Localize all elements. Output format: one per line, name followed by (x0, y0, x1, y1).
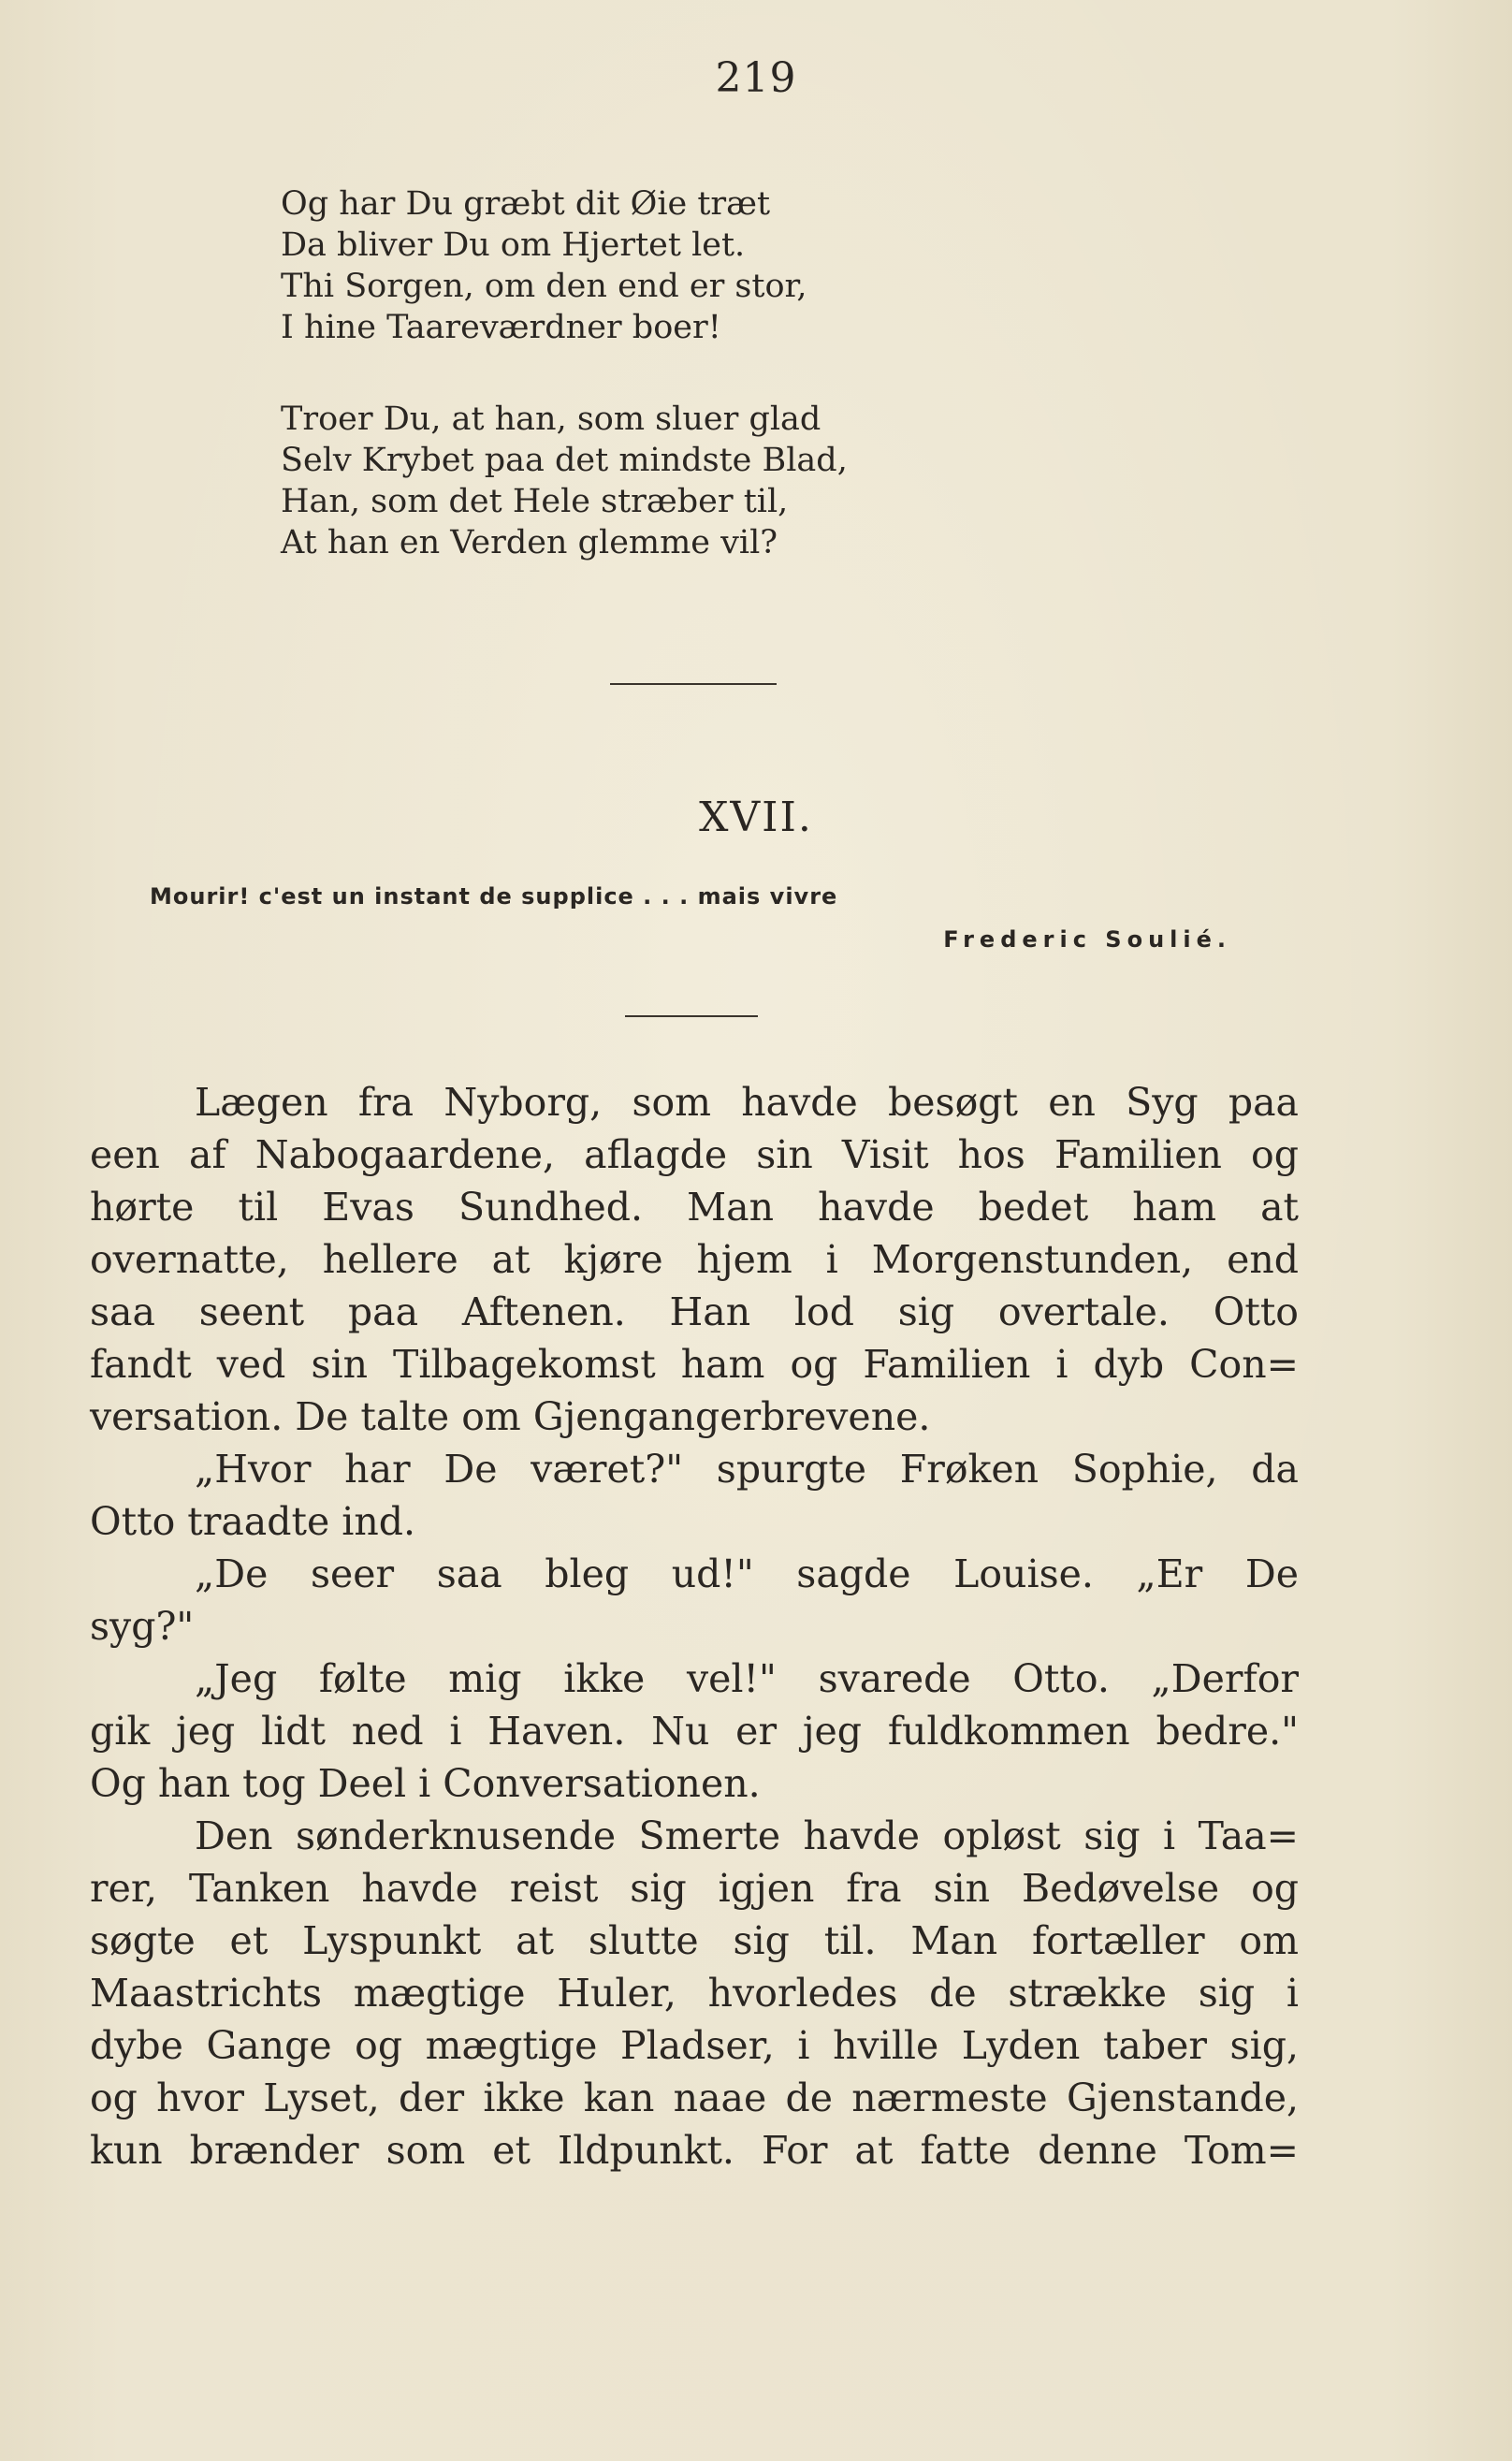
body-line: een af Nabogaardene, aflagde sin Visit hos Familien og (90, 1132, 1299, 1177)
poem-line: Troer Du, at han, som sluer glad (281, 400, 821, 438)
body-line: Maastrichts mægtige Huler, hvorledes de strække sig i (90, 1971, 1299, 2016)
body-line: fandt ved sin Tilbagekomst ham og Familien i dyb Con= (90, 1342, 1299, 1387)
body-line: søgte et Lyspunkt at slutte sig til. Man fortæller om (90, 1918, 1299, 1963)
poem-stanza-1 (281, 183, 1029, 348)
body-line: syg?" (90, 1604, 195, 1649)
body-line: „De seer saa bleg ud!" sagde Louise. „Er De (195, 1551, 1299, 1596)
body-line: overnatte, hellere at kjøre hjem i Morgenstunden, end (90, 1237, 1299, 1282)
body-line: Otto traadte ind. (90, 1499, 416, 1544)
poem-line: I hine Taareværdner boer! (281, 309, 721, 346)
poem-line: Selv Krybet paa det mindste Blad, (281, 442, 848, 479)
body-line: „Jeg følte mig ikke vel!" svarede Otto. „Derfor (195, 1656, 1299, 1701)
epigraph-author: Frederic Soulié. (943, 926, 1231, 953)
body-line: Lægen fra Nyborg, som havde besøgt en Syg paa (195, 1080, 1299, 1125)
chapter-body (90, 1076, 1299, 2177)
body-line: og hvor Lyset, der ikke kan naae de nærmeste Gjenstande, (90, 2075, 1299, 2120)
body-line: Og han tog Deel i Conversationen. (90, 1761, 761, 1806)
body-line: rer, Tanken havde reist sig igjen fra sin Bedøvelse og (90, 1866, 1299, 1911)
body-line: gik jeg lidt ned i Haven. Nu er jeg fuldkommen bedre." (90, 1709, 1299, 1754)
poem-line: At han en Verden glemme vil? (281, 524, 778, 561)
section-divider (610, 683, 777, 685)
poem-line: Thi Sorgen, om den end er stor, (281, 268, 807, 305)
body-line: versation. De talte om Gjengangerbrevene. (90, 1394, 931, 1439)
body-line: kun brænder som et Ildpunkt. For at fatte denne Tom= (90, 2128, 1299, 2173)
body-line: Den sønderknusende Smerte havde opløst sig i Taa= (195, 1813, 1299, 1858)
page-number: 219 (715, 54, 797, 102)
body-line: hørte til Evas Sundhed. Man havde bedet ham at (90, 1185, 1299, 1230)
poem-stanza-2 (281, 399, 1029, 563)
poem-line: Og har Du græbt dit Øie træt (281, 185, 771, 223)
body-line: saa seent paa Aftenen. Han lod sig overtale. Otto (90, 1289, 1299, 1334)
body-line: „Hvor har De været?" spurgte Frøken Sophie, da (195, 1447, 1299, 1492)
chapter-heading: XVII. (699, 794, 813, 841)
poem-line: Han, som det Hele stræber til, (281, 483, 789, 520)
poem-line: Da bliver Du om Hjertet let. (281, 226, 746, 264)
epigraph-divider (625, 1015, 758, 1017)
epigraph-quote: Mourir! c'est un instant de supplice . . . mais vivre (150, 883, 838, 910)
body-line: dybe Gange og mægtige Pladser, i hville Lyden taber sig, (90, 2023, 1299, 2068)
